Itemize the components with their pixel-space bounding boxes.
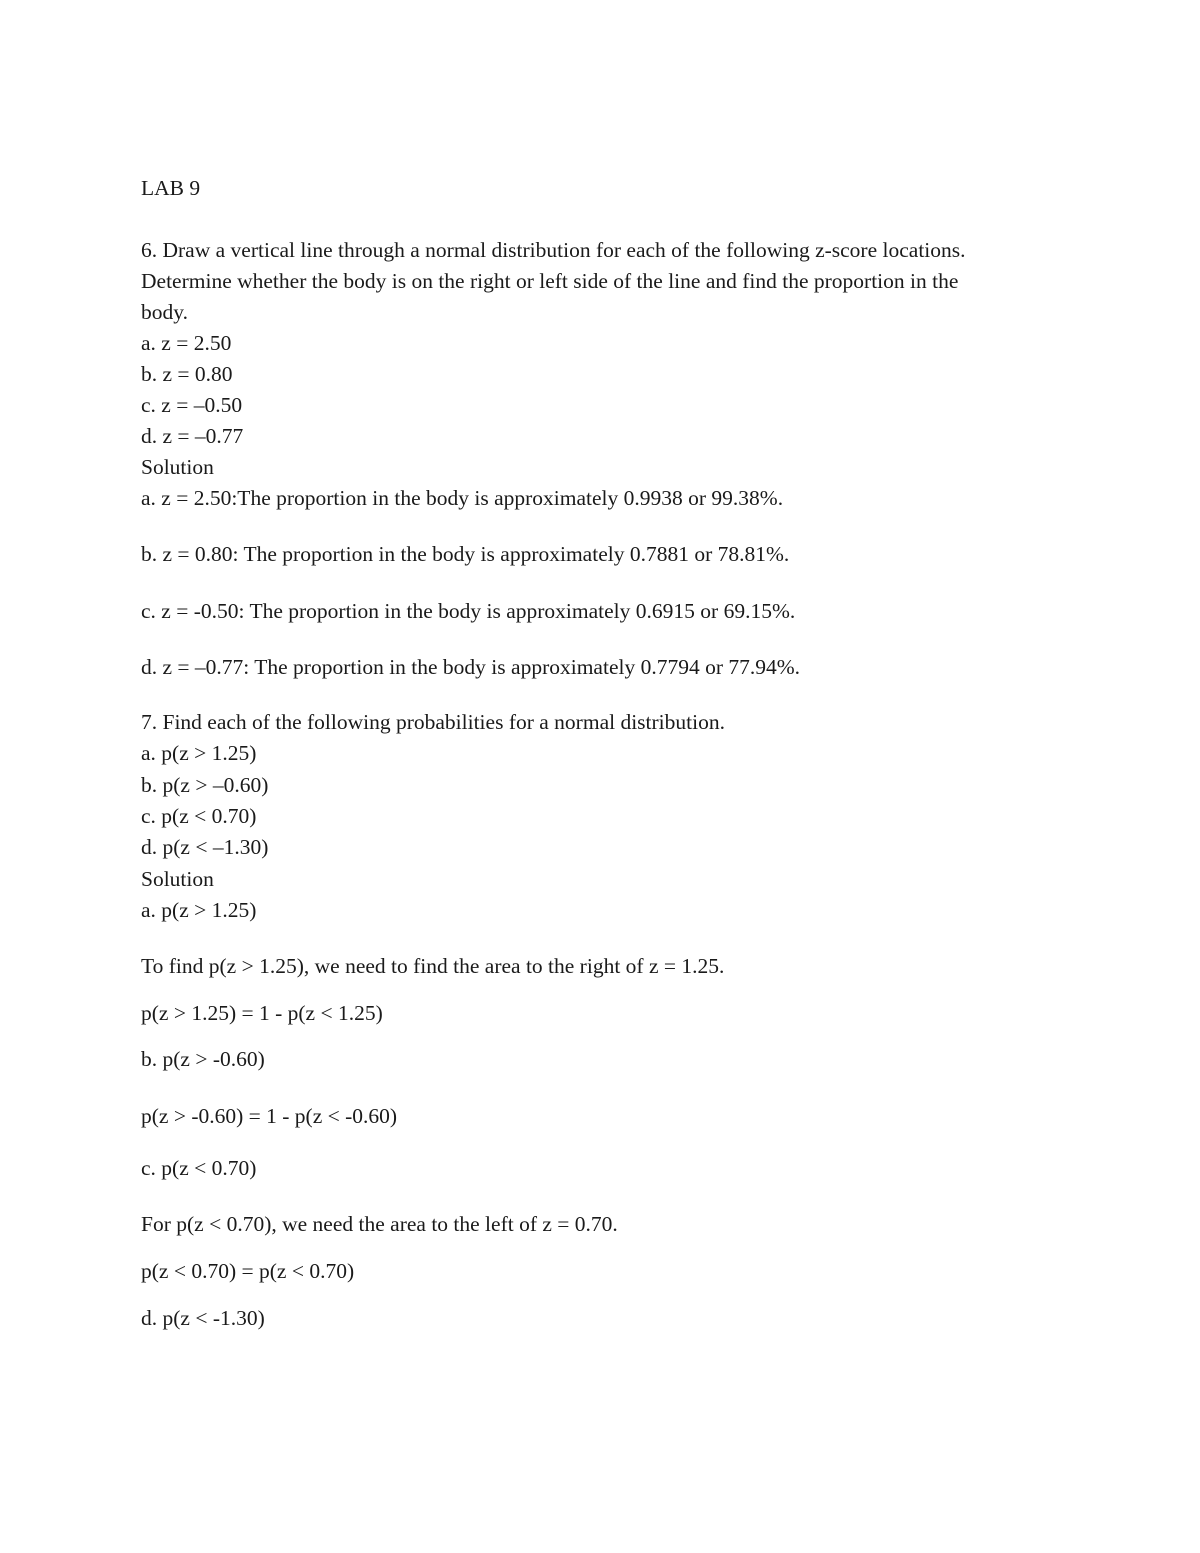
q7-solution-b-equation: p(z > -0.60) = 1 - p(z < -0.60) <box>141 1104 398 1128</box>
document-title: LAB 9 <box>141 176 201 200</box>
q7-solution-a-label: a. p(z > 1.25) <box>141 898 257 922</box>
q6-answer-b: b. z = 0.80: The proportion in the body is approximately 0.7881 or 78.81%. <box>141 542 790 566</box>
q6-prompt-line1: 6. Draw a vertical line through a normal distribution for each of the following z-score locations. <box>141 238 966 262</box>
q6-prompt-line2: Determine whether the body is on the right or left side of the line and find the proportion in the <box>141 269 959 293</box>
q6-item-c: c. z = –0.50 <box>141 393 243 417</box>
q7-solution-b-label: b. p(z > -0.60) <box>141 1047 265 1071</box>
q7-item-a: a. p(z > 1.25) <box>141 741 257 765</box>
q7-item-c: c. p(z < 0.70) <box>141 804 257 828</box>
q7-solution-c-equation: p(z < 0.70) = p(z < 0.70) <box>141 1259 355 1283</box>
q7-solution-a-text: To find p(z > 1.25), we need to find the area to the right of z = 1.25. <box>141 954 725 978</box>
q7-item-b: b. p(z > –0.60) <box>141 773 269 797</box>
q7-solution-label: Solution <box>141 867 214 891</box>
q7-solution-c-text: For p(z < 0.70), we need the area to the left of z = 0.70. <box>141 1212 618 1236</box>
q7-item-d: d. p(z < –1.30) <box>141 835 269 859</box>
q7-solution-c-label: c. p(z < 0.70) <box>141 1156 257 1180</box>
q6-item-b: b. z = 0.80 <box>141 362 233 386</box>
q7-solution-d-label: d. p(z < -1.30) <box>141 1306 265 1330</box>
q6-item-a: a. z = 2.50 <box>141 331 232 355</box>
q6-prompt-line3: body. <box>141 300 188 324</box>
q6-answer-a: a. z = 2.50:The proportion in the body is approximately 0.9938 or 99.38%. <box>141 486 784 510</box>
q6-answer-c: c. z = -0.50: The proportion in the body is approximately 0.6915 or 69.15%. <box>141 599 796 623</box>
q6-solution-label: Solution <box>141 455 214 479</box>
q6-item-d: d. z = –0.77 <box>141 424 244 448</box>
q6-answer-d: d. z = –0.77: The proportion in the body is approximately 0.7794 or 77.94%. <box>141 655 801 679</box>
q7-prompt: 7. Find each of the following probabilities for a normal distribution. <box>141 710 725 734</box>
q7-solution-a-equation: p(z > 1.25) = 1 - p(z < 1.25) <box>141 1001 383 1025</box>
